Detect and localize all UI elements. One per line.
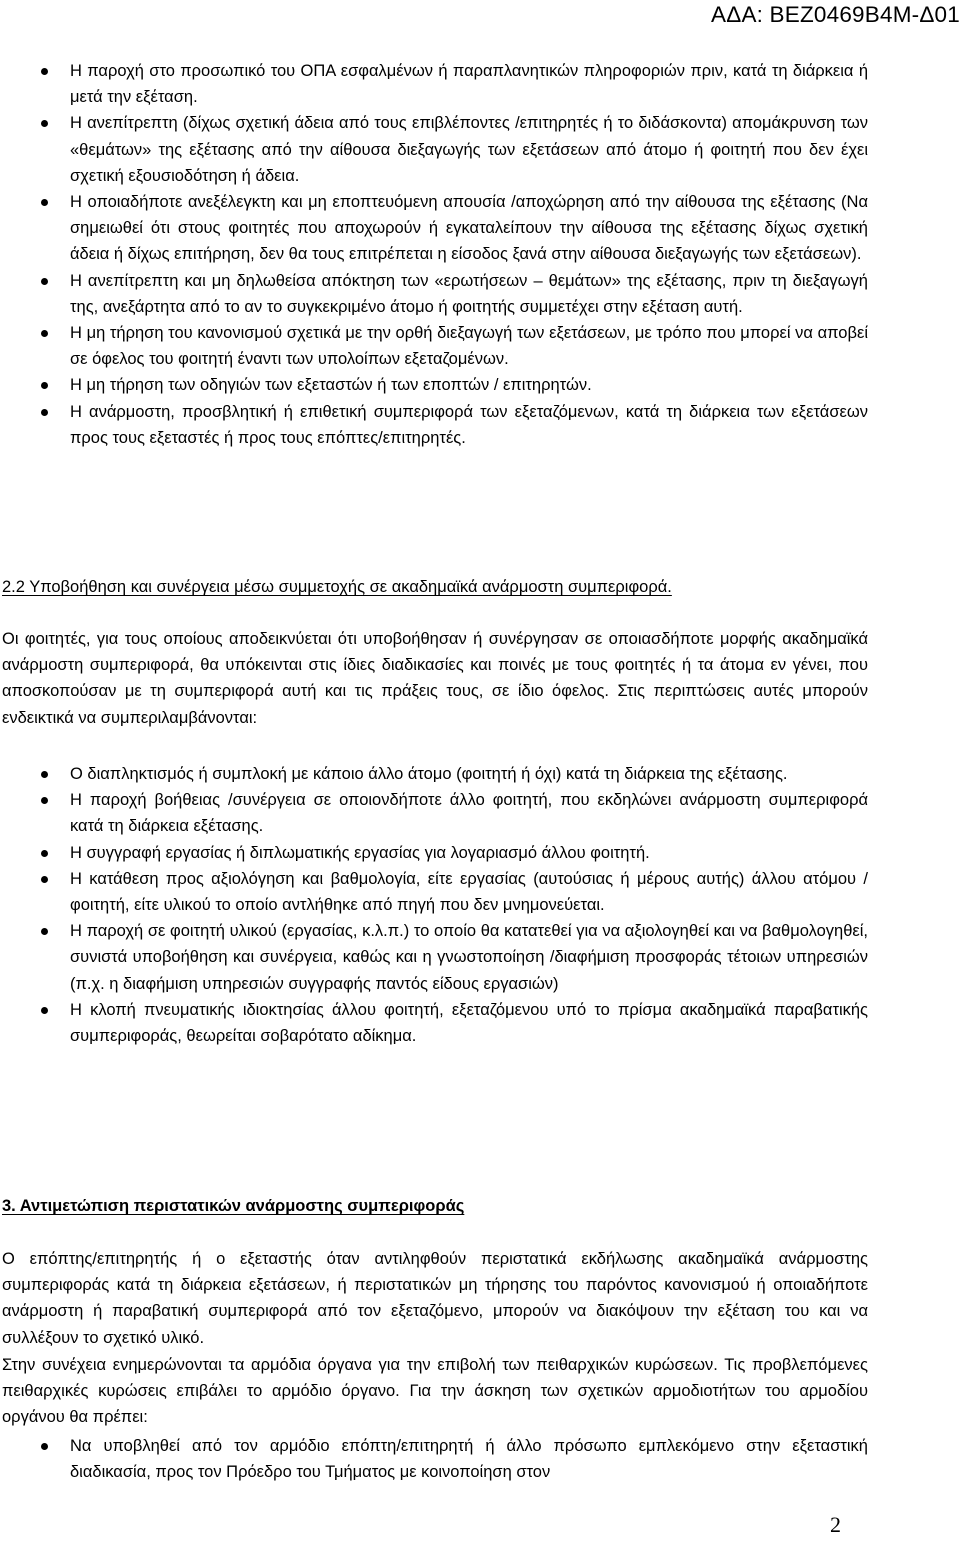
list-item: Η οποιαδήποτε ανεξέλεγκτη και μη εποπτευόμενη απουσία /αποχώρηση από την αίθουσα της εξέτασης (Να σημειωθεί ότι στους φοιτητές που αποχωρούν ή εγκαταλείπουν την αίθουσα της εξέτασης δίχως σχετική άδεια ή δίχως επιτήρηση, δεν θα τους επιτρέπεται η είσοδος ξανά στην αίθουσα διεξαγωγής των εξετάσεων). [38,189,868,268]
section-2-2-intro: Οι φοιτητές, για τους οποίους αποδεικνύεται ότι υποβοήθησαν ή συνέργησαν σε οποιασδήποτε μορφής ακαδημαϊκά ανάρμοστη συμπεριφορά, θα υπόκεινται στις ίδιες διαδικασίες και ποινές με τους φοιτητές ή τα άτομα εν γένει, που αποσκοπούσαν με τη συμπεριφορά αυτή και τις πράξεις τους, σε ίδιο όφελος. Στις περιπτώσεις αυτές μπορούν ενδεικτικά να συμπεριλαμβάνονται: [2,630,868,727]
procedure-list [38,1433,868,1485]
list-item: Η παροχή στο προσωπικό του ΟΠΑ εσφαλμένων ή παραπλανητικών πληροφοριών πριν, κατά τη διάρκεια ή μετά την εξέταση. [38,58,868,110]
list-item: Η κλοπή πνευματικής ιδιοκτησίας άλλου φοιτητή, εξεταζόμενου υπό το πρίσμα ακαδημαϊκά παραβατικής συμπεριφοράς, θεωρείται σοβαρότατο αδίκημα. [38,997,868,1049]
list-item: Η κατάθεση προς αξιολόγηση και βαθμολογία, είτε εργασίας (αυτούσιας ή μέρους αυτής) άλλου ατόμου /φοιτητή, είτε υλικού το οποίο αντλήθηκε από πηγή που δεν μνημονεύεται. [38,866,868,918]
list-item: Ο διαπληκτισμός ή συμπλοκή με κάποιο άλλο άτομο (φοιτητή ή όχι) κατά τη διάρκεια της εξέτασης. [38,761,868,787]
list-item: Η παροχή σε φοιτητή υλικού (εργασίας, κ.λ.π.) το οποίο θα κατατεθεί για να αξιολογηθεί και να βαθμολογηθεί, συνιστά υποβοήθηση και συνέργεια, καθώς και η γνωστοποίηση /διαφήμιση προσφοράς τέτοιων υπηρεσιών (π.χ. η διαφήμιση υπηρεσιών συγγραφής παντός είδους εργασιών) [38,918,868,997]
section-3-paragraph-1: Ο επόπτης/επιτηρητής ή ο εξεταστής όταν αντιληφθούν περιστατικά εκδήλωσης ακαδημαϊκά ανάρμοστης συμπεριφοράς κατά τη διάρκεια εξετάσεων, ή περιστατικών μη τήρησης του παρόντος κανονισμού ή οποιαδήποτε ανάρμοστη ή παραβατική συμπεριφορά από τον εξεταζόμενο, μπορούν να διακόψουν την εξέταση του και να συλλέξουν το σχετικό υλικό. [2,1250,868,1347]
list-item: Η ανεπίτρεπτη (δίχως σχετική άδεια από τους επιβλέποντες /επιτηρητές ή το διδάσκοντα) απομάκρυνση των «θεμάτων» της εξέτασης από την αίθουσα διεξαγωγής των εξετάσεων από άτομο ή φοιτητή που δεν έχει σχετική εξουσιοδότηση ή άδεια. [38,110,868,189]
section-heading-3: 3. Αντιμετώπιση περιστατικών ανάρμοστης συμπεριφοράς [2,1197,465,1215]
complicity-list [38,761,868,1049]
section-heading-2-2: 2.2 Υποβοήθηση και συνέργεια μέσω συμμετοχής σε ακαδημαϊκά ανάρμοστη συμπεριφορά. [2,578,672,596]
list-item: Να υποβληθεί από τον αρμόδιο επόπτη/επιτηρητή ή άλλο πρόσωπο εμπλεκόμενο στην εξεταστική διαδικασία, προς τον Πρόεδρο του Τμήματος με κοινοποίηση στον [38,1433,868,1485]
list-item: Η συγγραφή εργασίας ή διπλωματικής εργασίας για λογαριασμό άλλου φοιτητή. [38,840,868,866]
list-item: Η παροχή βοήθειας /συνέργεια σε οποιονδήποτε άλλο φοιτητή, που εκδηλώνει ανάρμοστη συμπεριφορά κατά τη διάρκεια εξέτασης. [38,787,868,839]
section-3-paragraph-2: Στην συνέχεια ενημερώνονται τα αρμόδια όργανα για την επιβολή των πειθαρχικών κυρώσεων. Τις προβλεπόμενες πειθαρχικές κυρώσεις επιβάλει το αρμόδιο όργανο. Για την άσκηση των σχετικών αρμοδιοτήτων του αρμοδίου οργάνου θα πρέπει: [2,1356,868,1427]
page-number: 2 [830,1512,841,1537]
ada-code: ΑΔΑ: ΒΕΖ0469Β4Μ-Δ01 [711,2,960,27]
list-item: Η ανάρμοστη, προσβλητική ή επιθετική συμπεριφορά των εξεταζόμενων, κατά τη διάρκεια των εξετάσεων προς τους εξεταστές ή προς τους επόπτες/επιτηρητές. [38,399,868,451]
list-item: Η μη τήρηση των οδηγιών των εξεταστών ή των εποπτών / επιτηρητών. [38,372,868,398]
list-item: Η μη τήρηση του κανονισμού σχετικά με την ορθή διεξαγωγή των εξετάσεων, με τρόπο που μπορεί να αποβεί σε όφελος του φοιτητή έναντι των υπολοίπων εξεταζομένων. [38,320,868,372]
list-item: Η ανεπίτρεπτη και μη δηλωθείσα απόκτηση των «ερωτήσεων – θεμάτων» της εξέτασης, πριν τη διεξαγωγή της, ανεξάρτητα από το αν το συγκεκριμένο άτομο ή φοιτητής συμμετέχει στην εξέταση αυτή. [38,268,868,320]
violations-list [38,58,868,451]
